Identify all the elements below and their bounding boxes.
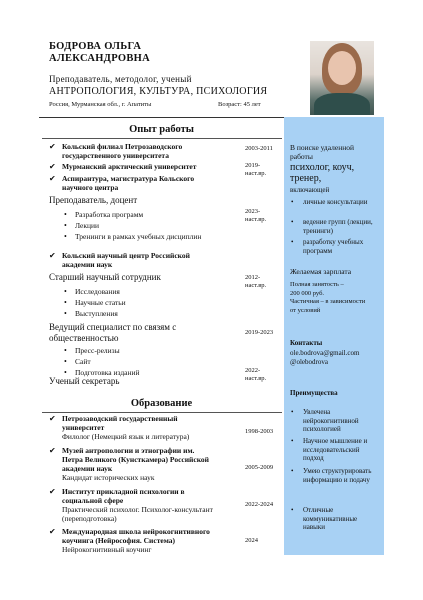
salary-text: Полная занятость – 200 000 руб. Частичная – в зависимости от условий — [290, 281, 366, 314]
contacts-title: Контакты — [290, 339, 323, 347]
salary-title: Желаемая зарплата — [290, 267, 352, 276]
list-item: Выступления — [75, 309, 118, 318]
bullet-icon: • — [64, 346, 67, 355]
bullet-icon: • — [291, 238, 294, 246]
check-icon: ✔ — [49, 251, 56, 260]
check-icon: ✔ — [49, 527, 56, 536]
bullet-icon: • — [291, 408, 294, 416]
age-text: Возраст: 45 лет — [218, 101, 261, 108]
check-icon: ✔ — [49, 446, 56, 455]
name-line-2: АЛЕКСАНДРОВНА — [49, 53, 150, 64]
check-icon: ✔ — [49, 487, 56, 496]
list-item: Отличные коммуникативные навыки — [303, 506, 358, 531]
bullet-icon: • — [291, 506, 294, 514]
bullet-icon: • — [64, 368, 67, 377]
edu-item-2: Музей антропологии и этнографии им. Петра Великого (Кунсткамера) Российской академии наук Кандидат исторических наук — [62, 446, 210, 482]
list-item: Подготовка изданий — [75, 368, 140, 377]
edu-item-4: Международная школа нейрокогнитивного коучинга (Нейрософия. Система) Нейрокогнитивный коучинг — [62, 527, 210, 554]
exp-org-3: Аспирантура, магистратура Кольского научного центра — [62, 174, 195, 192]
profile-photo — [310, 41, 374, 115]
bullet-icon: • — [64, 232, 67, 241]
edu-date-3: 2022-2024 — [245, 501, 274, 508]
list-item: Научные статьи — [75, 298, 126, 307]
check-icon: ✔ — [49, 414, 56, 423]
location-text: Россия, Мурманская обл., г. Апатиты — [49, 101, 152, 108]
experience-divider — [42, 138, 282, 139]
bullet-icon: • — [291, 218, 294, 226]
name-line-1: БОДРОВА ОЛЬГА — [49, 41, 142, 52]
list-item: Пресс-релизы — [75, 346, 120, 355]
exp-date-6: 2022- наст.вр. — [245, 367, 267, 382]
bullet-icon: • — [64, 221, 67, 230]
exp-position-3: Ведущий специалист по связям с общественностью — [49, 322, 177, 343]
including-text: включающей — [290, 186, 330, 194]
edu-item-3: Институт прикладной психологии в социальной сфере Практический психолог. Психолог-консультант (переподготовка) — [62, 487, 213, 523]
list-item: Увлечена нейрокогнитивной психологией — [303, 408, 359, 433]
exp-org-2: Мурманский арктический университет — [62, 162, 197, 171]
bullet-icon: • — [291, 198, 294, 206]
edu-date-2: 2005-2009 — [245, 464, 274, 471]
exp-date-5: 2019-2023 — [245, 329, 274, 336]
list-item: Научное мышление и исследовательский подход — [303, 437, 368, 462]
bullet-icon: • — [64, 210, 67, 219]
check-icon: ✔ — [49, 142, 56, 151]
list-item: Лекции — [75, 221, 100, 230]
education-title: Образование — [130, 398, 193, 409]
bullet-icon: • — [64, 309, 67, 318]
header-divider — [39, 117, 284, 118]
bullet-icon: • — [64, 298, 67, 307]
bullet-icon: • — [64, 287, 67, 296]
exp-position-4: Ученый секретарь — [49, 376, 120, 386]
role-text: Преподаватель, методолог, ученый — [49, 74, 192, 84]
edu-date-1: 1998-2003 — [245, 428, 274, 435]
bullet-icon: • — [291, 467, 294, 475]
exp-date-3: 2023- наст.вр. — [245, 208, 267, 223]
list-item: Умею структурировать информацию и подачу — [303, 467, 372, 484]
education-divider — [42, 412, 282, 413]
list-item: Сайт — [75, 357, 91, 366]
handle-text[interactable]: @olebodrova — [290, 358, 328, 366]
exp-position-2: Старший научный сотрудник — [49, 272, 161, 282]
check-icon: ✔ — [49, 162, 56, 171]
target-roles: психолог, коуч, тренер, — [290, 162, 355, 184]
bullet-icon: • — [291, 437, 294, 445]
edu-item-1: Петрозаводский государственный университет Филолог (Немецкий язык и литература) — [62, 414, 190, 441]
exp-date-2: 2019- наст.вр. — [245, 162, 267, 177]
candidate-name — [49, 41, 249, 65]
email-text[interactable]: ole.bodrova@gmail.com — [290, 349, 360, 357]
check-icon: ✔ — [49, 174, 56, 183]
list-item: личные консультации — [303, 198, 368, 206]
exp-org-4: Кольский научный центр Российской академии наук — [62, 251, 190, 269]
list-item: Исследования — [75, 287, 120, 296]
list-item: Разработка программ — [75, 210, 144, 219]
exp-position-1: Преподаватель, доцент — [49, 195, 138, 205]
experience-title: Опыт работы — [129, 124, 194, 135]
fields-text: АНТРОПОЛОГИЯ, КУЛЬТУРА, ПСИХОЛОГИЯ — [49, 86, 268, 97]
search-heading: В поиске удаленной работы — [290, 143, 354, 161]
list-item: разработку учебных программ — [303, 238, 364, 255]
advantages-title: Преимущества — [290, 389, 338, 397]
list-item: ведение групп (лекции, тренинги) — [303, 218, 373, 235]
bullet-icon: • — [64, 357, 67, 366]
exp-date-4: 2012- наст.вр. — [245, 274, 267, 289]
exp-org-1: Кольский филиал Петрозаводского государственного университета — [62, 142, 183, 160]
exp-date-1: 2003-2011 — [245, 145, 273, 152]
edu-date-4: 2024 — [245, 537, 258, 544]
list-item: Тренинги в рамках учебных дисциплин — [75, 232, 202, 241]
